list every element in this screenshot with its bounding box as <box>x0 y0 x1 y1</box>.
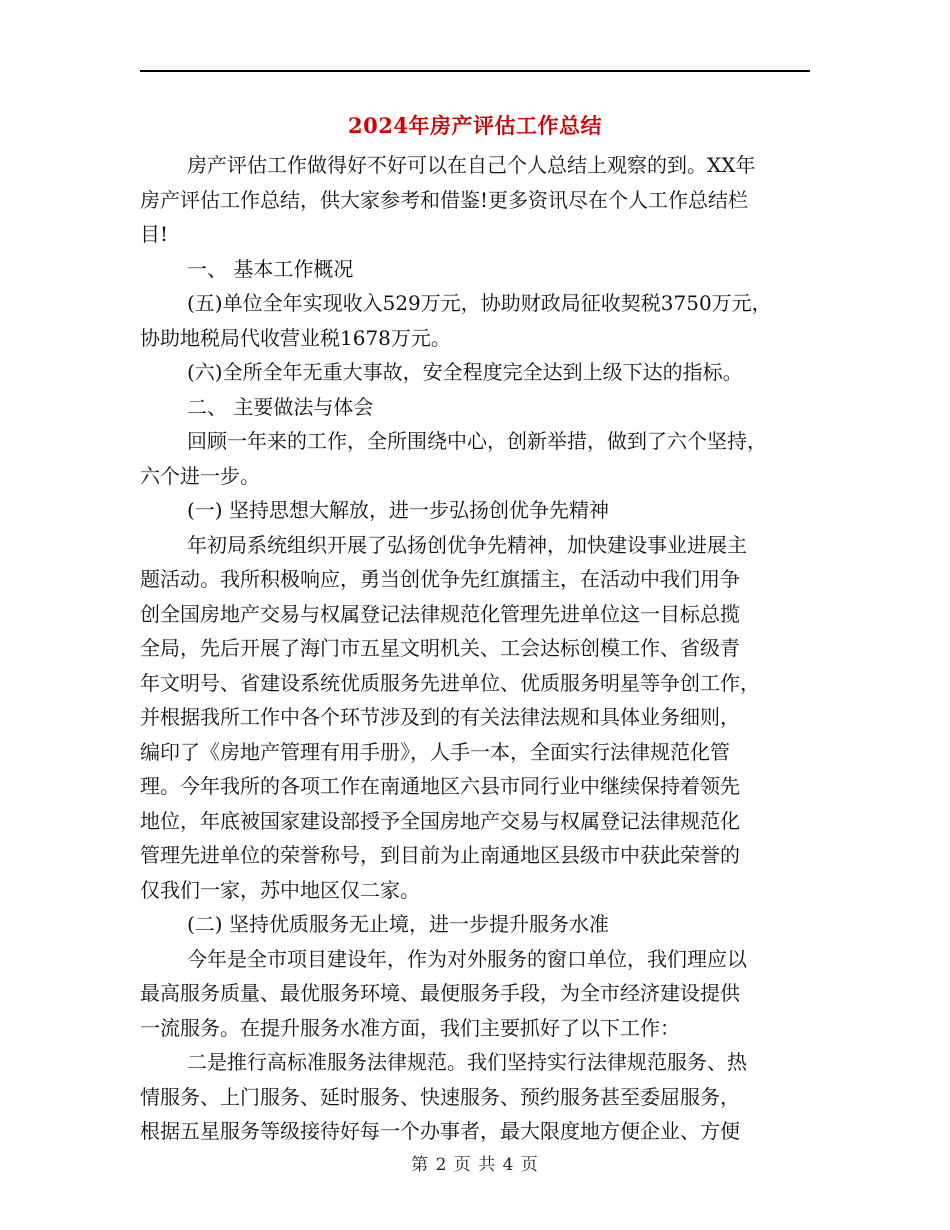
body-paragraph <box>140 493 812 528</box>
paragraph-line: (五)单位全年实现收入529万元，协助财政局征收契税3750万元， <box>187 291 772 315</box>
paragraph-line: 目! <box>140 222 169 246</box>
paragraph-line: 六个进一步。 <box>140 463 260 488</box>
paragraph-line: 一、 基本工作概况 <box>187 256 354 281</box>
paragraph-line: 编印了《房地产管理有用手册》，人手一本，全面实行法律规范化管 <box>140 739 730 764</box>
paragraph-line: 并根据我所工作中各个环节涉及到的有关法律法规和具体业务细则， <box>140 705 740 729</box>
body-paragraph <box>140 424 812 493</box>
paragraph-line: 地位，年底被国家建设部授予全国房地产交易与权属登记法律规范化 <box>140 808 740 833</box>
paragraph-line: 回顾一年来的工作，全所围绕中心，创新举措，做到了六个坚持， <box>187 429 767 453</box>
paragraph-line: (六)全所全年无重大事故，安全程度完全达到上级下达的指标。 <box>187 360 743 384</box>
paragraph-line: 根据五星服务等级接待好每一个办事者，最大限度地方便企业、方便 <box>140 1119 740 1143</box>
page-number-footer: 第 2 页 共 4 页 <box>411 1155 539 1175</box>
paragraph-line: 理。今年我所的各项工作在南通地区六县市同行业中继续保持着领先 <box>140 774 740 798</box>
paragraph-line: 年文明号、省建设系统优质服务先进单位、优质服务明星等争创工作， <box>140 670 760 695</box>
paragraph-line: 房产评估工作总结，供大家参考和借鉴!更多资讯尽在个人工作总结栏 <box>140 187 749 212</box>
paragraph-line: 创全国房地产交易与权属登记法律规范化管理先进单位这一目标总揽 <box>140 601 740 626</box>
paragraph-line: 全局，先后开展了海门市五星文明机关、工会达标创模工作、省级青 <box>140 636 740 660</box>
paragraph-line: 管理先进单位的荣誉称号，到目前为止南通地区县级市中获此荣誉的 <box>140 843 740 867</box>
body-paragraph <box>140 148 812 252</box>
paragraph-line: 情服务、上门服务、延时服务、快速服务、预约服务甚至委屈服务， <box>140 1084 740 1109</box>
paragraph-line: 一流服务。在提升服务水准方面，我们主要抓好了以下工作： <box>140 1015 680 1040</box>
paragraph-line: 最高服务质量、最优服务环境、最便服务手段，为全市经济建设提供 <box>140 981 740 1005</box>
document-body <box>140 148 812 1149</box>
body-paragraph <box>140 528 812 908</box>
body-paragraph <box>140 286 812 355</box>
paragraph-line: 年初局系统组织开展了弘扬创优争先精神，加快建设事业进展主 <box>187 532 747 557</box>
body-paragraph <box>140 907 812 942</box>
body-paragraph <box>140 252 812 287</box>
header-rule <box>140 70 810 72</box>
document-title: 2024年房产评估工作总结 <box>348 113 602 138</box>
paragraph-line: (一) 坚持思想大解放，进一步弘扬创优争先精神 <box>187 498 609 522</box>
paragraph-line: (二) 坚持优质服务无止境，进一步提升服务水准 <box>187 912 609 936</box>
paragraph-line: 协助地税局代收营业税1678万元。 <box>140 325 451 350</box>
paragraph-line: 题活动。我所积极响应，勇当创优争先红旗擂主，在活动中我们用争 <box>140 567 740 591</box>
paragraph-line: 二是推行高标准服务法律规范。我们坚持实行法律规范服务、热 <box>187 1050 747 1074</box>
body-paragraph <box>140 390 812 425</box>
paragraph-line: 仅我们一家，苏中地区仅二家。 <box>140 877 420 902</box>
paragraph-line: 房产评估工作做得好不好可以在自己个人总结上观察的到。XX年 <box>187 153 756 177</box>
body-paragraph <box>140 355 812 390</box>
body-paragraph <box>140 1045 812 1149</box>
paragraph-line: 二、 主要做法与体会 <box>187 394 374 419</box>
paragraph-line: 今年是全市项目建设年，作为对外服务的窗口单位，我们理应以 <box>187 946 747 971</box>
body-paragraph <box>140 942 812 1046</box>
